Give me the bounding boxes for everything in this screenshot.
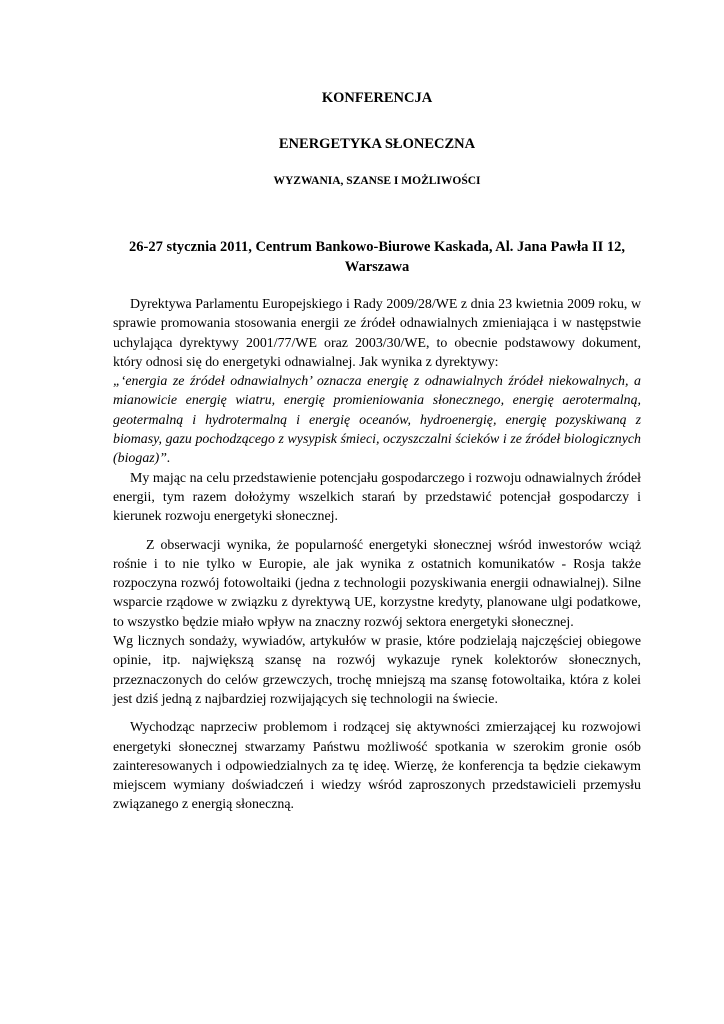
paragraph-goal: My mając na celu przedstawienie potencjału gospodarczego i rozwoju odnawialnych źródeł energii, tym razem dołożymy wszelkich starań by przedstawić potencjał gospodarczy i kierunek rozwoju energetyki słonecznej.	[113, 470, 641, 525]
event-date-location: 26-27 stycznia 2011, Centrum Bankowo-Biurowe Kaskada, Al. Jana Pawła II 12,	[129, 239, 625, 255]
conference-tagline: WYZWANIA, SZANSE I MOŻLIWOŚCI	[273, 175, 481, 187]
paragraph-surveys: Wg licznych sondaży, wywiadów, artykułów w prasie, które podzielają najczęściej obiegowe opinie, itp. największą szansę na rozwój wykazuje rynek kolektorów słonecznych, przeznaczonych do celów grzewczych, trochę mniejszą ma szansę fotowoltaika, która z kolei jest dziś jedną z najbardziej rozwijających się technologii na świecie.	[113, 634, 641, 707]
paragraph-invitation: Wychodząc naprzeciw problemom i rodzącej się aktywności zmierzającej ku rozwojowi energetyki słonecznej stwarzamy Państwu możliwość spotkania w szerokim gronie osób zainteresowanych i odpowiedzialnych za tę ideę. Wierzę, że konferencja ta będzie ciekawym miejscem wymiany doświadczeń i wiedzy wśród zaproszonych przedstawicieli przemysłu związanego z energią słoneczną.	[113, 720, 641, 813]
conference-subtitle: ENERGETYKA SŁONECZNA	[278, 136, 476, 152]
event-details	[113, 237, 641, 277]
paragraph-observations: Z obserwacji wynika, że popularność energetyki słonecznej wśród inwestorów wciąż rośnie i to nie tylko w Europie, ale jak wynika z ostatnich komunikatów - Rosja także rozpoczyna rozwój fotowoltaiki (jedna z technologii pozyskiwania energii odnawialnej). Silne wsparcie rządowe w związku z dyrektywą UE, korzystne kredyty, planowane ulgi podatkowe, to wszystko będzie miało wpływ na znaczny rozwój sektora energetyki słonecznej.	[113, 537, 641, 630]
event-city: Warszawa	[344, 259, 410, 275]
paragraph-directive: Dyrektywa Parlamentu Europejskiego i Rady 2009/28/WE z dnia 23 kwietnia 2009 roku, w sprawie promowania stosowania energii ze źródeł odnawialnych zmieniająca i w następstwie uchylająca dyrektywy 2001/77/WE oraz 2003/30/WE, to obecnie podstawowy dokument, który odnosi się do energetyki odnawialnej. Jak wynika z dyrektywy:	[113, 297, 641, 370]
directive-quote: „‘energia ze źródeł odnawialnych’ oznacza energię z odnawialnych źródeł niekowalnych, a mianowicie energię wiatru, energię promieniowania słonecznego, energię aerotermalną, geotermalną i hydrotermalną i energię oceanów, hydroenergię, energię pozyskiwaną z biomasy, gazu pochodzącego z wysypisk śmieci, oczyszczalni ścieków i ze źródeł biologicznych (biogaz)”.	[113, 374, 641, 467]
document-body	[113, 295, 641, 815]
document-title: KONFERENCJA	[321, 90, 433, 106]
